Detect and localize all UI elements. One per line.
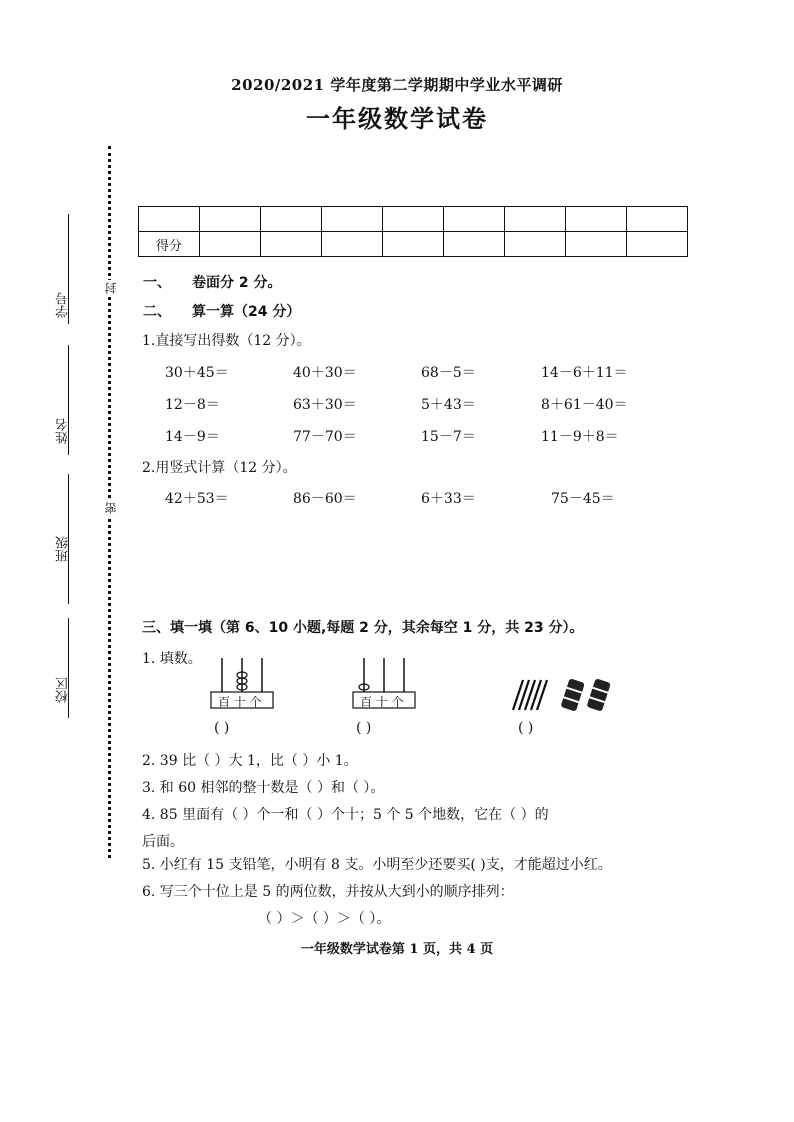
abacus-2-label: 百 十 个 xyxy=(360,695,404,709)
calc-item: 14－6＋11＝ xyxy=(541,365,628,381)
section1-number: 一、 xyxy=(143,275,171,291)
score-cell[interactable] xyxy=(566,232,627,257)
vertical-calc-item: 42＋53＝ xyxy=(165,491,229,507)
calc-item: 8＋61－40＝ xyxy=(541,397,628,413)
q6-answer-blanks[interactable]: （ ）＞（ ）＞（ ）。 xyxy=(258,911,391,927)
section3-title: 三、填一填（第 6、10 小题,每题 2 分，其余每空 1 分，共 23 分）。 xyxy=(142,620,584,636)
seal-char-bottom: 密 xyxy=(104,502,118,514)
q4-text-cont: 后面。 xyxy=(142,834,184,850)
sticks-bundles-image xyxy=(505,674,617,714)
score-table-header-row xyxy=(139,207,688,232)
q2-text: 2. 39 比（ ）大 1，比（ ）小 1。 xyxy=(142,753,358,769)
page-footer: 一年级数学试卷第 1 页，共 4 页 xyxy=(300,942,494,957)
exam-title: 一年级数学试卷 xyxy=(306,105,488,133)
score-cell[interactable] xyxy=(322,232,383,257)
section2-title: 算一算（24 分） xyxy=(192,304,301,320)
class-label: 班级 xyxy=(56,536,71,562)
score-table-score-row xyxy=(139,232,688,257)
section2-part1-heading: 1.直接写出得数（12 分）。 xyxy=(142,333,311,349)
abacus-1-answer-blank[interactable]: ( ) xyxy=(214,720,230,736)
score-cell[interactable] xyxy=(627,232,688,257)
q3-text: 3. 和 60 相邻的整十数是（ ）和（ ）。 xyxy=(142,780,385,796)
calc-item: 15－7＝ xyxy=(421,429,476,445)
q4-text: 4. 85 里面有（ ）个一和（ ）个十；5 个 5 个地数，它在（ ）的 xyxy=(142,807,549,823)
score-cell[interactable] xyxy=(261,232,322,257)
calc-item: 11－9＋8＝ xyxy=(541,429,619,445)
vertical-calc-item: 75－45＝ xyxy=(551,491,615,507)
calc-item: 63＋30＝ xyxy=(293,397,357,413)
score-table xyxy=(138,206,688,257)
campus-label: 校区 xyxy=(56,677,71,703)
name-label: 姓名 xyxy=(56,418,71,444)
score-cell[interactable] xyxy=(200,232,261,257)
q1-text: 1. 填数。 xyxy=(142,651,202,667)
calc-item: 5＋43＝ xyxy=(421,397,476,413)
score-row-label: 得分 xyxy=(139,232,200,257)
student-id-label: 学号 xyxy=(56,292,71,318)
calc-item: 14－9＝ xyxy=(165,429,220,445)
exam-header-line: 2020/2021 学年度第二学期期中学业水平调研 xyxy=(231,76,563,94)
score-cell[interactable] xyxy=(505,232,566,257)
sticks-answer-blank[interactable]: ( ) xyxy=(518,720,534,736)
calc-item: 30＋45＝ xyxy=(165,365,229,381)
seal-char-top: 封 xyxy=(104,282,118,294)
q5-text: 5. 小红有 15 支铅笔，小明有 8 支。小明至少还要买( )支，才能超过小红。 xyxy=(142,857,612,873)
section2-number: 二、 xyxy=(143,304,171,320)
calc-item: 12－8＝ xyxy=(165,397,220,413)
campus-line xyxy=(68,618,69,718)
q6-text: 6. 写三个十位上是 5 的两位数，并按从大到小的顺序排列： xyxy=(142,884,514,900)
score-cell[interactable] xyxy=(444,232,505,257)
calc-item: 77－70＝ xyxy=(293,429,357,445)
vertical-calc-item: 86－60＝ xyxy=(293,491,357,507)
score-cell[interactable] xyxy=(383,232,444,257)
calc-item: 40＋30＝ xyxy=(293,365,357,381)
vertical-calc-item: 6＋33＝ xyxy=(421,491,476,507)
calc-item: 68－5＝ xyxy=(421,365,476,381)
abacus-2-answer-blank[interactable]: ( ) xyxy=(356,720,372,736)
section1-title: 卷面分 2 分。 xyxy=(192,275,282,291)
abacus-1-label: 百 十 个 xyxy=(218,695,262,709)
section2-part2-heading: 2.用竖式计算（12 分）。 xyxy=(142,460,297,476)
